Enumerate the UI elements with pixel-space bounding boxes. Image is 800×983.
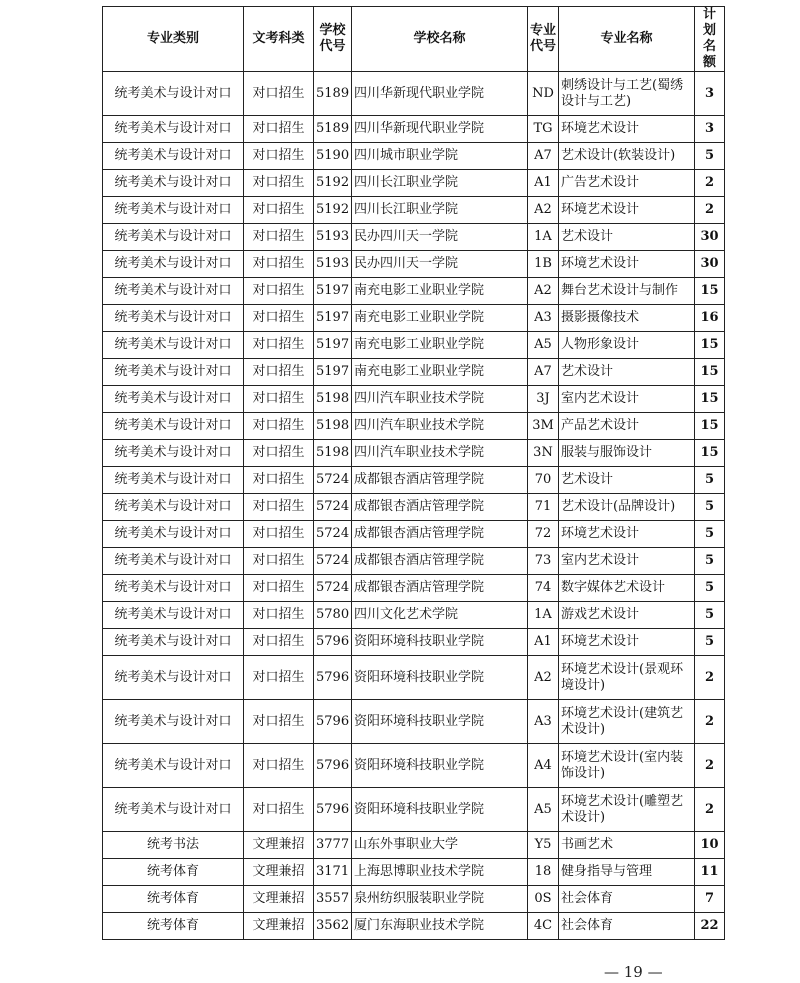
cell-school-name: 南充电影工业职业学院	[352, 278, 528, 305]
cell-subject: 对口招生	[244, 629, 314, 656]
cell-school-name: 资阳环境科技职业学院	[352, 788, 528, 832]
cell-subject: 对口招生	[244, 575, 314, 602]
cell-major-name: 艺术设计	[559, 467, 695, 494]
cell-school-code: 3557	[314, 886, 352, 913]
table-row	[103, 521, 725, 548]
header-major-name: 专业名称	[559, 7, 695, 72]
cell-plan: 5	[695, 602, 725, 629]
enrollment-plan-table	[102, 6, 725, 940]
cell-plan: 3	[695, 116, 725, 143]
cell-major-name: 服装与服饰设计	[559, 440, 695, 467]
page-number: — 19 —	[604, 963, 663, 981]
cell-category: 统考体育	[103, 913, 244, 940]
table-row	[103, 278, 725, 305]
cell-plan: 15	[695, 332, 725, 359]
cell-category: 统考美术与设计对口	[103, 251, 244, 278]
cell-school-name: 山东外事职业大学	[352, 832, 528, 859]
cell-school-code: 5192	[314, 170, 352, 197]
cell-subject: 对口招生	[244, 386, 314, 413]
cell-major-name: 舞台艺术设计与制作	[559, 278, 695, 305]
cell-category: 统考美术与设计对口	[103, 305, 244, 332]
cell-school-code: 3171	[314, 859, 352, 886]
cell-major-code: A7	[528, 359, 559, 386]
cell-plan: 2	[695, 656, 725, 700]
table-row	[103, 744, 725, 788]
cell-school-code: 3562	[314, 913, 352, 940]
cell-major-code: A1	[528, 170, 559, 197]
cell-school-code: 5796	[314, 744, 352, 788]
cell-category: 统考美术与设计对口	[103, 575, 244, 602]
cell-subject: 对口招生	[244, 521, 314, 548]
cell-subject: 对口招生	[244, 494, 314, 521]
cell-school-code: 5197	[314, 359, 352, 386]
cell-major-code: A2	[528, 197, 559, 224]
cell-major-name: 室内艺术设计	[559, 548, 695, 575]
cell-major-name: 摄影摄像技术	[559, 305, 695, 332]
table-row	[103, 143, 725, 170]
cell-major-code: 0S	[528, 886, 559, 913]
cell-major-code: 71	[528, 494, 559, 521]
table-row	[103, 832, 725, 859]
cell-plan: 2	[695, 197, 725, 224]
cell-school-name: 成都银杏酒店管理学院	[352, 521, 528, 548]
cell-subject: 文理兼招	[244, 886, 314, 913]
cell-subject: 对口招生	[244, 788, 314, 832]
header-major-code: 专业代号	[528, 7, 559, 72]
table-row	[103, 386, 725, 413]
table-row	[103, 629, 725, 656]
cell-major-name: 艺术设计(软装设计)	[559, 143, 695, 170]
cell-school-code: 5724	[314, 494, 352, 521]
cell-subject: 对口招生	[244, 602, 314, 629]
cell-school-code: 5198	[314, 386, 352, 413]
cell-major-name: 环境艺术设计(景观环境设计)	[559, 656, 695, 700]
cell-school-name: 成都银杏酒店管理学院	[352, 467, 528, 494]
cell-major-code: A5	[528, 332, 559, 359]
cell-subject: 对口招生	[244, 278, 314, 305]
cell-subject: 对口招生	[244, 332, 314, 359]
cell-subject: 对口招生	[244, 72, 314, 116]
cell-category: 统考美术与设计对口	[103, 656, 244, 700]
table-row	[103, 494, 725, 521]
cell-school-code: 5193	[314, 224, 352, 251]
cell-school-code: 5197	[314, 332, 352, 359]
cell-subject: 文理兼招	[244, 832, 314, 859]
cell-major-code: 72	[528, 521, 559, 548]
cell-major-code: 3J	[528, 386, 559, 413]
table-row	[103, 72, 725, 116]
cell-category: 统考美术与设计对口	[103, 602, 244, 629]
cell-major-name: 数字媒体艺术设计	[559, 575, 695, 602]
cell-school-code: 5724	[314, 467, 352, 494]
cell-major-code: A5	[528, 788, 559, 832]
cell-subject: 对口招生	[244, 744, 314, 788]
cell-school-name: 四川长江职业学院	[352, 197, 528, 224]
cell-subject: 对口招生	[244, 467, 314, 494]
table-row	[103, 332, 725, 359]
cell-school-code: 5192	[314, 197, 352, 224]
cell-school-name: 泉州纺织服装职业学院	[352, 886, 528, 913]
cell-category: 统考美术与设计对口	[103, 386, 244, 413]
cell-category: 统考美术与设计对口	[103, 788, 244, 832]
cell-plan: 16	[695, 305, 725, 332]
cell-subject: 对口招生	[244, 251, 314, 278]
cell-plan: 5	[695, 494, 725, 521]
cell-school-name: 成都银杏酒店管理学院	[352, 575, 528, 602]
cell-school-code: 5189	[314, 116, 352, 143]
table-row	[103, 602, 725, 629]
cell-major-name: 健身指导与管理	[559, 859, 695, 886]
cell-plan: 5	[695, 629, 725, 656]
cell-subject: 对口招生	[244, 197, 314, 224]
cell-school-code: 5724	[314, 548, 352, 575]
table-body	[103, 72, 725, 940]
cell-major-name: 社会体育	[559, 886, 695, 913]
cell-major-code: A1	[528, 629, 559, 656]
cell-subject: 对口招生	[244, 413, 314, 440]
cell-major-code: 1B	[528, 251, 559, 278]
cell-major-code: A2	[528, 278, 559, 305]
cell-major-code: 73	[528, 548, 559, 575]
cell-plan: 10	[695, 832, 725, 859]
cell-school-name: 南充电影工业职业学院	[352, 359, 528, 386]
cell-school-name: 四川汽车职业技术学院	[352, 440, 528, 467]
cell-major-name: 刺绣设计与工艺(蜀绣设计与工艺)	[559, 72, 695, 116]
cell-school-code: 5780	[314, 602, 352, 629]
cell-major-code: 3M	[528, 413, 559, 440]
cell-major-code: A3	[528, 700, 559, 744]
table-row	[103, 859, 725, 886]
cell-category: 统考美术与设计对口	[103, 116, 244, 143]
cell-category: 统考美术与设计对口	[103, 467, 244, 494]
cell-plan: 2	[695, 788, 725, 832]
cell-subject: 对口招生	[244, 116, 314, 143]
table-row	[103, 197, 725, 224]
cell-subject: 对口招生	[244, 548, 314, 575]
cell-subject: 对口招生	[244, 143, 314, 170]
cell-plan: 7	[695, 886, 725, 913]
cell-major-code: ND	[528, 72, 559, 116]
cell-major-name: 书画艺术	[559, 832, 695, 859]
cell-school-name: 四川华新现代职业学院	[352, 116, 528, 143]
cell-major-code: 4C	[528, 913, 559, 940]
table-row	[103, 440, 725, 467]
cell-school-code: 5796	[314, 656, 352, 700]
header-subject: 文考科类	[244, 7, 314, 72]
cell-school-code: 5724	[314, 521, 352, 548]
cell-category: 统考美术与设计对口	[103, 197, 244, 224]
table-row	[103, 913, 725, 940]
cell-major-code: 70	[528, 467, 559, 494]
cell-plan: 2	[695, 700, 725, 744]
cell-subject: 文理兼招	[244, 859, 314, 886]
cell-plan: 15	[695, 440, 725, 467]
cell-category: 统考美术与设计对口	[103, 629, 244, 656]
header-school-code: 学校代号	[314, 7, 352, 72]
cell-category: 统考美术与设计对口	[103, 170, 244, 197]
cell-school-code: 5198	[314, 440, 352, 467]
cell-plan: 22	[695, 913, 725, 940]
cell-school-code: 5189	[314, 72, 352, 116]
table-row	[103, 116, 725, 143]
cell-category: 统考美术与设计对口	[103, 548, 244, 575]
cell-plan: 5	[695, 548, 725, 575]
cell-category: 统考美术与设计对口	[103, 413, 244, 440]
cell-major-name: 环境艺术设计(室内装饰设计)	[559, 744, 695, 788]
cell-plan: 5	[695, 143, 725, 170]
table-header-row	[103, 7, 725, 72]
cell-plan: 15	[695, 413, 725, 440]
cell-school-code: 5198	[314, 413, 352, 440]
cell-category: 统考美术与设计对口	[103, 521, 244, 548]
cell-category: 统考体育	[103, 886, 244, 913]
table-row	[103, 788, 725, 832]
cell-major-name: 环境艺术设计	[559, 116, 695, 143]
table-row	[103, 886, 725, 913]
cell-major-code: 1A	[528, 602, 559, 629]
cell-school-name: 南充电影工业职业学院	[352, 332, 528, 359]
cell-major-name: 广告艺术设计	[559, 170, 695, 197]
cell-plan: 15	[695, 278, 725, 305]
cell-major-name: 人物形象设计	[559, 332, 695, 359]
cell-major-name: 环境艺术设计	[559, 197, 695, 224]
cell-school-name: 四川城市职业学院	[352, 143, 528, 170]
table-row	[103, 656, 725, 700]
cell-major-code: A7	[528, 143, 559, 170]
cell-subject: 对口招生	[244, 224, 314, 251]
header-plan: 计划名额	[695, 7, 725, 72]
cell-major-name: 环境艺术设计(建筑艺术设计)	[559, 700, 695, 744]
cell-school-name: 资阳环境科技职业学院	[352, 700, 528, 744]
cell-major-name: 环境艺术设计	[559, 629, 695, 656]
cell-subject: 对口招生	[244, 359, 314, 386]
cell-school-code: 5796	[314, 788, 352, 832]
cell-major-name: 环境艺术设计(雕塑艺术设计)	[559, 788, 695, 832]
cell-major-name: 艺术设计	[559, 359, 695, 386]
cell-major-code: A4	[528, 744, 559, 788]
cell-plan: 3	[695, 72, 725, 116]
cell-category: 统考体育	[103, 859, 244, 886]
cell-category: 统考美术与设计对口	[103, 359, 244, 386]
cell-major-name: 游戏艺术设计	[559, 602, 695, 629]
cell-school-name: 四川文化艺术学院	[352, 602, 528, 629]
cell-category: 统考书法	[103, 832, 244, 859]
cell-plan: 5	[695, 575, 725, 602]
cell-plan: 15	[695, 359, 725, 386]
cell-school-code: 5724	[314, 575, 352, 602]
cell-category: 统考美术与设计对口	[103, 700, 244, 744]
cell-major-code: 3N	[528, 440, 559, 467]
cell-category: 统考美术与设计对口	[103, 143, 244, 170]
cell-school-name: 资阳环境科技职业学院	[352, 656, 528, 700]
cell-plan: 2	[695, 170, 725, 197]
cell-subject: 文理兼招	[244, 913, 314, 940]
cell-major-code: Y5	[528, 832, 559, 859]
table-row	[103, 224, 725, 251]
cell-major-code: 74	[528, 575, 559, 602]
cell-plan: 5	[695, 467, 725, 494]
cell-school-code: 3777	[314, 832, 352, 859]
cell-major-code: TG	[528, 116, 559, 143]
cell-subject: 对口招生	[244, 656, 314, 700]
cell-major-name: 艺术设计(品牌设计)	[559, 494, 695, 521]
cell-school-code: 5796	[314, 700, 352, 744]
header-school-name: 学校名称	[352, 7, 528, 72]
cell-major-name: 艺术设计	[559, 224, 695, 251]
cell-category: 统考美术与设计对口	[103, 72, 244, 116]
cell-major-name: 环境艺术设计	[559, 521, 695, 548]
cell-school-name: 四川汽车职业技术学院	[352, 413, 528, 440]
cell-plan: 15	[695, 386, 725, 413]
cell-school-code: 5796	[314, 629, 352, 656]
cell-subject: 对口招生	[244, 440, 314, 467]
table-row	[103, 359, 725, 386]
cell-category: 统考美术与设计对口	[103, 744, 244, 788]
cell-school-name: 四川汽车职业技术学院	[352, 386, 528, 413]
cell-school-name: 资阳环境科技职业学院	[352, 629, 528, 656]
cell-plan: 30	[695, 224, 725, 251]
cell-category: 统考美术与设计对口	[103, 278, 244, 305]
cell-school-name: 成都银杏酒店管理学院	[352, 494, 528, 521]
cell-subject: 对口招生	[244, 305, 314, 332]
table-row	[103, 170, 725, 197]
cell-category: 统考美术与设计对口	[103, 224, 244, 251]
cell-school-name: 厦门东海职业技术学院	[352, 913, 528, 940]
cell-school-name: 民办四川天一学院	[352, 251, 528, 278]
cell-school-name: 四川华新现代职业学院	[352, 72, 528, 116]
table-row	[103, 251, 725, 278]
table-row	[103, 305, 725, 332]
cell-subject: 对口招生	[244, 700, 314, 744]
table-row	[103, 700, 725, 744]
cell-major-code: A3	[528, 305, 559, 332]
cell-major-code: 1A	[528, 224, 559, 251]
cell-plan: 30	[695, 251, 725, 278]
cell-school-name: 成都银杏酒店管理学院	[352, 548, 528, 575]
cell-school-name: 四川长江职业学院	[352, 170, 528, 197]
table-row	[103, 467, 725, 494]
cell-plan: 2	[695, 744, 725, 788]
cell-category: 统考美术与设计对口	[103, 332, 244, 359]
table-row	[103, 413, 725, 440]
cell-plan: 11	[695, 859, 725, 886]
cell-plan: 5	[695, 521, 725, 548]
cell-school-name: 民办四川天一学院	[352, 224, 528, 251]
cell-school-name: 南充电影工业职业学院	[352, 305, 528, 332]
cell-category: 统考美术与设计对口	[103, 494, 244, 521]
cell-major-code: 18	[528, 859, 559, 886]
cell-school-name: 资阳环境科技职业学院	[352, 744, 528, 788]
table-row	[103, 548, 725, 575]
cell-school-code: 5197	[314, 278, 352, 305]
cell-school-code: 5190	[314, 143, 352, 170]
cell-school-code: 5197	[314, 305, 352, 332]
cell-major-name: 社会体育	[559, 913, 695, 940]
header-category: 专业类别	[103, 7, 244, 72]
cell-school-name: 上海思博职业技术学院	[352, 859, 528, 886]
cell-school-code: 5193	[314, 251, 352, 278]
cell-category: 统考美术与设计对口	[103, 440, 244, 467]
cell-major-name: 室内艺术设计	[559, 386, 695, 413]
table-row	[103, 575, 725, 602]
cell-major-name: 产品艺术设计	[559, 413, 695, 440]
cell-subject: 对口招生	[244, 170, 314, 197]
cell-major-code: A2	[528, 656, 559, 700]
cell-major-name: 环境艺术设计	[559, 251, 695, 278]
